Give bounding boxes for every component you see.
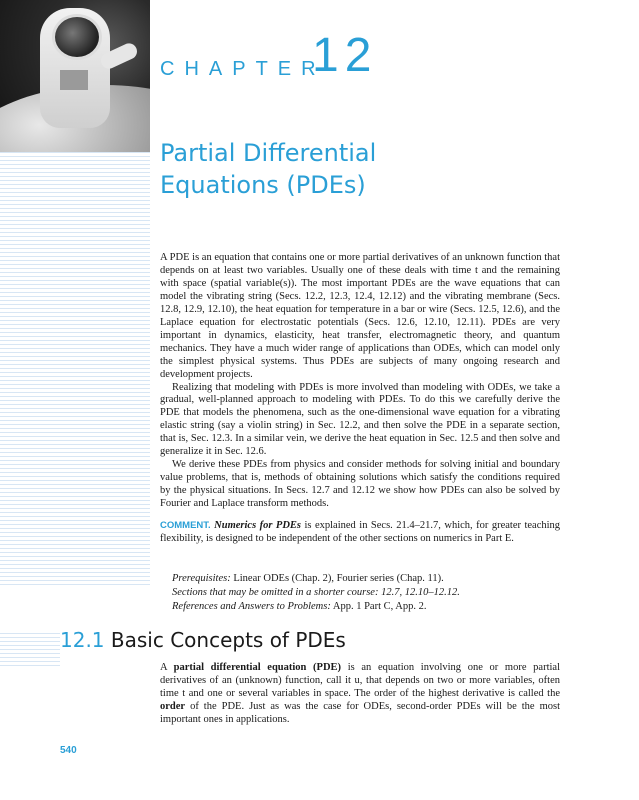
term-order: order	[160, 700, 186, 712]
prerequisites-text: Linear ODEs (Chap. 2), Fourier series (Chap. 11).	[230, 573, 444, 584]
decorative-stripes	[0, 152, 150, 587]
references-line	[172, 600, 562, 614]
intro-text	[160, 252, 560, 511]
astronaut-photo	[0, 0, 150, 152]
section-body-start: A	[160, 662, 174, 673]
omit-sections-line: Sections that may be omitted in a shorter course: 12.7, 12.10–12.12.	[172, 587, 460, 598]
chapter-title-line2: Equations (PDEs)	[160, 171, 366, 199]
astronaut-pack	[60, 70, 88, 90]
section-body-end: of the PDE. Just as was the case for ODEs, second-order PDEs will be the most important ones in applications.	[160, 700, 560, 725]
references-text: App. 1 Part C, App. 2.	[330, 601, 427, 612]
section-title: Basic Concepts of PDEs	[110, 628, 346, 652]
comment-paragraph	[160, 520, 560, 546]
section-number: 12.1	[60, 628, 105, 652]
section-heading	[60, 628, 346, 652]
section-body-mid: is an equation involving one or more partial derivatives of an (unknown) function, call it u, that depends on two or more variables, often time t and one or several variables in space. The order of the highest derivative is called the	[160, 662, 560, 699]
section-body	[160, 662, 560, 727]
references-label: References and Answers to Problems:	[172, 601, 331, 612]
comment-block	[160, 520, 560, 546]
intro-paragraph-3: We derive these PDEs from physics and consider methods for solving initial and boundary value problems, that is, methods of obtaining solutions which satisfy the conditions required by the physical situations. In Secs. 12.7 and 12.12 we show how PDEs can also be solved by Fourier and Laplace transform methods.	[160, 459, 560, 510]
intro-paragraph-2: Realizing that modeling with PDEs is more involved than modeling with ODEs, we take a gradual, well-planned approach to modeling with PDEs. To do this we carefully derive the PDE that models the phenomena, such as the one-dimensional wave equation for a vibrating elastic string (say a violin string) in Sec. 12.2, and then solve the PDE in a separate section, that is, Sec. 12.3. In a similar vein, we derive the heat equation in Sec. 12.5 and then solve and generalize it in Sec. 12.6.	[160, 381, 560, 458]
prerequisites-block	[172, 572, 562, 614]
section-paragraph	[160, 662, 560, 727]
comment-text: is explained in Secs. 21.4–21.7, which, for greater teaching flexibility, is designed to be independent of the other sections on numerics in Part E.	[160, 520, 561, 544]
chapter-number: 12	[312, 29, 378, 82]
astronaut-helmet	[52, 14, 102, 60]
term-pde: partial differential equation (PDE)	[173, 662, 342, 673]
comment-emphasis: Numerics for PDEs	[214, 520, 302, 531]
decorative-stripes-section	[0, 633, 60, 669]
chapter-label: CHAPTER	[160, 58, 326, 80]
prerequisites-label: Prerequisites:	[172, 573, 231, 584]
prerequisites-line	[172, 572, 562, 586]
page-number: 540	[60, 745, 77, 756]
chapter-title	[160, 137, 376, 201]
intro-paragraph-1: A PDE is an equation that contains one or more partial derivatives of an unknown function that depends on at least two variables. Usually one of these deals with time t and the remaining with space (spatial variable(s)). The most important PDEs are the wave equations that can model the vibrating string (Secs. 12.2, 12.3, 12.4, 12.12) and the vibrating membrane (Secs. 12.8, 12.9, 12.10), the heat equation for temperature in a bar or wire (Secs. 12.5, 12.6), and the Laplace equation for electrostatic potentials (Secs. 12.6, 12.10, 12.11). PDEs are very important in dynamics, elasticity, heat transfer, electromagnetic theory, and quantum mechanics. They have a much wider range of applications than ODEs, which can model only the simplest physical systems. Thus PDEs are subjects of many ongoing research and development projects.	[160, 252, 560, 380]
comment-label: COMMENT.	[160, 520, 211, 531]
chapter-title-line1: Partial Differential	[160, 139, 377, 167]
